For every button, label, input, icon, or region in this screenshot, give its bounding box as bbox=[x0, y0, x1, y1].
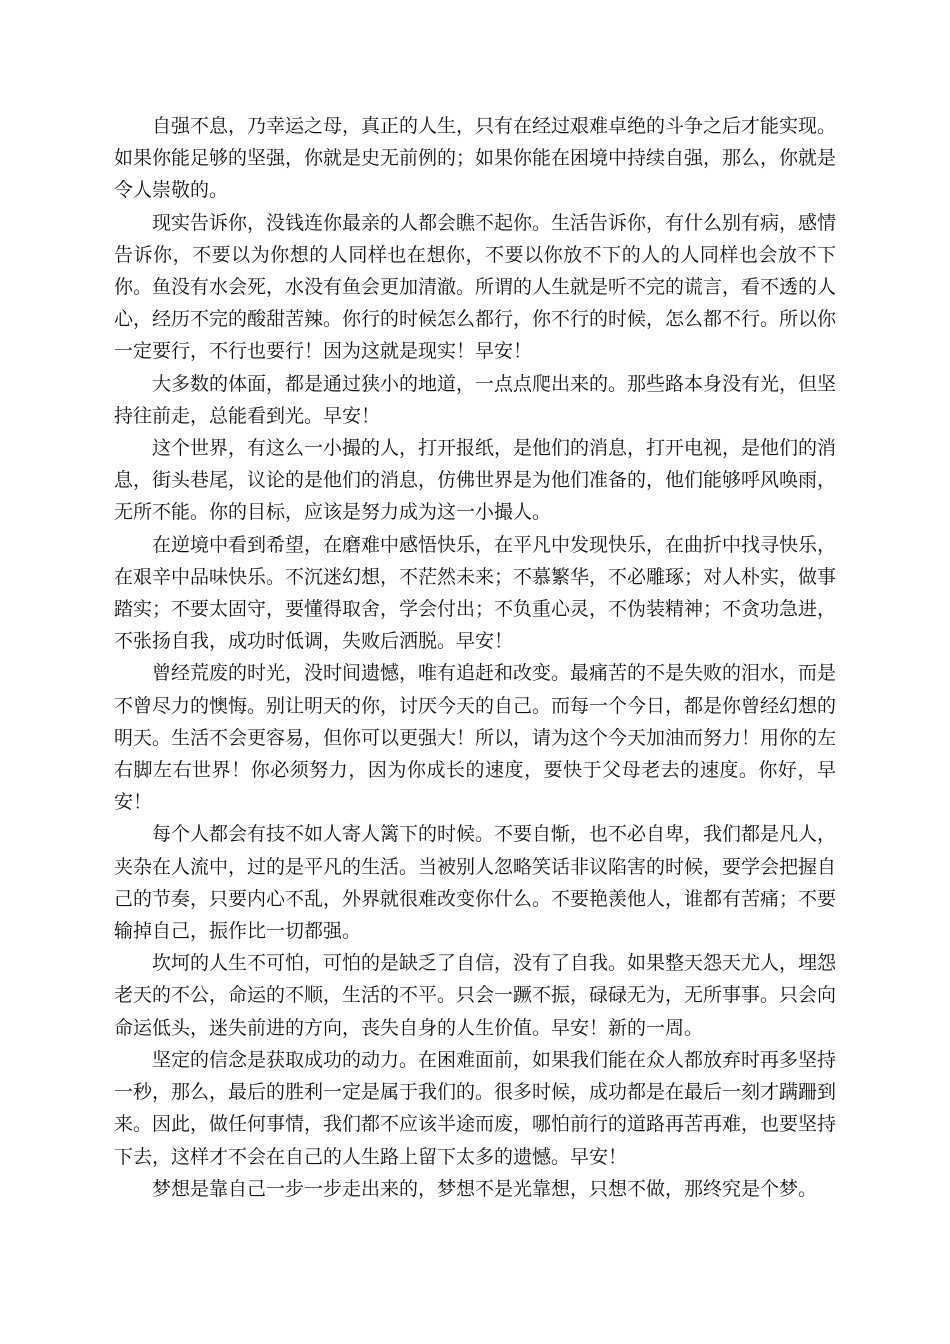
paragraph: 梦想是靠自己一步一步走出来的，梦想不是光靠想，只想不做，那终究是个梦。 bbox=[152, 1177, 818, 1200]
paragraph: 在逆境中看到希望，在磨难中感悟快乐，在平凡中发现快乐，在曲折中找寻快乐，在艰辛中品味快乐。不沉迷幻想，不茫然未来；不慕繁华，不必雕琢；对人朴实，做事踏实；不要太固守，要懂得取舍，学会付出；不负重心灵，不伪装精神；不贪功急进，不张扬自我，成功时低调，失败后洒脱。早安！ bbox=[114, 533, 837, 653]
paragraph: 坚定的信念是获取成功的动力。在困难面前，如果我们能在众人都放弃时再多坚持一秒，那么，最后的胜利一定是属于我们的。很多时候，成功都是在最后一刻才蹒跚到来。因此，做任何事情，我们都不应该半途而废，哪怕前行的道路再苦再难，也要坚持下去，这样才不会在自己的人生路上留下太多的遗憾。早安！ bbox=[114, 1048, 837, 1168]
paragraph: 曾经荒废的时光，没时间遗憾，唯有追赶和改变。最痛苦的不是失败的泪水，而是不曾尽力的懊悔。别让明天的你，讨厌今天的自己。而每一个今日，都是你曾经幻想的明天。生活不会更容易，但你可以更强大！所以，请为这个今天加油而努力！用你的左右脚左右世界！你必须努力，因为你成长的速度，要快于父母老去的速度。你好，早安！ bbox=[114, 662, 837, 814]
document-body bbox=[114, 110, 836, 1205]
paragraph: 这个世界，有这么一小撮的人，打开报纸，是他们的消息，打开电视，是他们的消息，街头巷尾，议论的是他们的消息，仿佛世界是为他们准备的，他们能够呼风唤雨，无所不能。你的目标，应该是努力成为这一小撮人。 bbox=[114, 437, 837, 524]
paragraph: 每个人都会有技不如人寄人篱下的时候。不要自惭，也不必自卑，我们都是凡人，夹杂在人流中，过的是平凡的生活。当被别人忽略笑话非议陷害的时候，要学会把握自己的节奏，只要内心不乱，外界就很难改变你什么。不要艳羡他人，谁都有苦痛；不要输掉自己，振作比一切都强。 bbox=[114, 823, 837, 943]
paragraph: 坎坷的人生不可怕，可怕的是缺乏了自信，没有了自我。如果整天怨天尤人，埋怨老天的不公，命运的不顺，生活的不平。只会一蹶不振，碌碌无为，无所事事。只会向命运低头，迷失前进的方向，丧失自身的人生价值。早安！新的一周。 bbox=[114, 952, 837, 1039]
paragraph: 自强不息，乃幸运之母，真正的人生，只有在经过艰难卓绝的斗争之后才能实现。如果你能足够的坚强，你就是史无前例的；如果你能在困境中持续自强，那么，你就是令人崇敬的。 bbox=[114, 115, 837, 202]
paragraph: 大多数的体面，都是通过狭小的地道，一点点爬出来的。那些路本身没有光，但坚持往前走，总能看到光。早安！ bbox=[114, 372, 837, 427]
paragraph: 现实告诉你，没钱连你最亲的人都会瞧不起你。生活告诉你，有什么别有病，感情告诉你，不要以为你想的人同样也在想你，不要以你放不下的人的人同样也会放不下你。鱼没有水会死，水没有鱼会更加清澈。所谓的人生就是听不完的谎言，看不透的人心，经历不完的酸甜苦辣。你行的时候怎么都行，你不行的时候，怎么都不行。所以你一定要行，不行也要行！因为这就是现实！早安！ bbox=[114, 211, 837, 363]
